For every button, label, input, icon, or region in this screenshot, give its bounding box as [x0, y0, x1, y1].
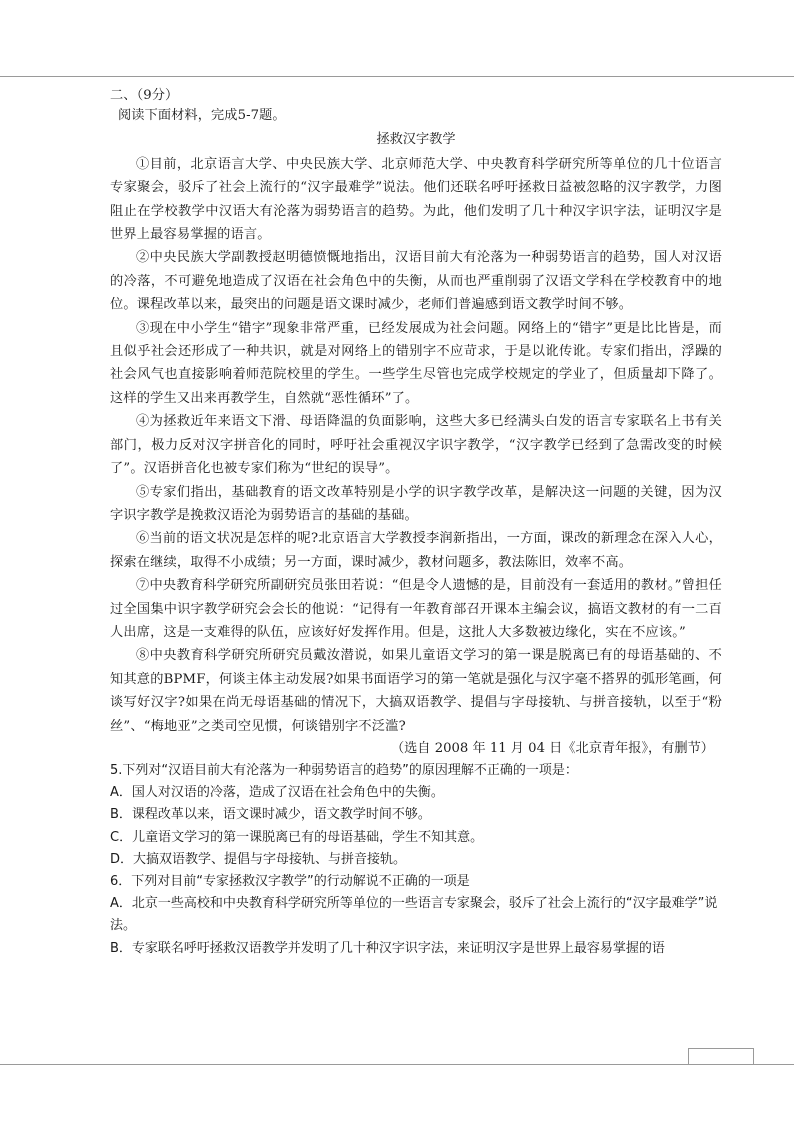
header-rule — [0, 76, 794, 77]
article-source: （选自 2008 年 11 月 04 日《北京青年报》，有删节） — [390, 740, 714, 756]
question-6-option-b: B．专家联名呼吁拯救汉语教学并发明了几十种汉字识字法，来证明汉字是世界上最容易掌握的语 — [110, 940, 665, 956]
question-6-stem: 6．下列对目前“专家拯救汉字教学”的行动解说不正确的一项是 — [110, 873, 470, 889]
question-5-option-b: B．课程改革以来，语文课时减少，语文教学时间不够。 — [110, 807, 431, 823]
page-corner-tab — [688, 1048, 754, 1065]
article-paragraph-1: ①目前，北京语言大学、中央民族大学、北京师范大学、中央教育科学研究所等单位的几十位语言专家聚会，驳斥了社会上流行的“汉字最难学”说法。他们还联名呼吁拯救日益被忽略的汉字教学，力图阻止在学校教学中汉语大有沦落为弱势语言的趋势。为此，他们发明了几十种汉字识字法，证明汉字是世界上最容易掌握的语言。 — [110, 156, 722, 243]
article-paragraph-4: ④为拯救近年来语文下滑、母语降温的负面影响，这些大多已经满头白发的语言专家联名上书有关部门，极力反对汉字拼音化的同时，呼吁社会重视汉字识字教学，“汉字教学已经到了急需改变的时候了”。汉语拼音化也被专家们称为“世纪的误导”。 — [110, 414, 722, 477]
article-paragraph-5: ⑤专家们指出，基础教育的语文改革特别是小学的识字教学改革，是解决这一问题的关键，因为汉字识字教学是挽救汉语沦为弱势语言的基础的基础。 — [110, 484, 722, 523]
article-paragraph-6: ⑥当前的语文状况是怎样的呢?北京语言大学教授李润新指出，一方面，课改的新理念在深入人心，探索在继续，取得不小成绩；另一方面，课时减少，教材问题多，教法陈旧，效率不高。 — [110, 531, 722, 570]
footer-rule — [0, 1064, 794, 1065]
question-5-option-c: C．儿童语文学习的第一课脱离已有的母语基础，学生不知其意。 — [110, 829, 484, 845]
exam-page-content — [110, 86, 722, 960]
question-5-stem: 5.下列对“汉语目前大有沦落为一种弱势语言的趋势”的原因理解不正确的一项是： — [110, 762, 578, 778]
section-instruction: 阅读下面材料，完成5-7题。 — [118, 108, 286, 124]
article-paragraph-2: ②中央民族大学副教授赵明德愤慨地指出，汉语目前大有沦落为一种弱势语言的趋势，国人对汉语的冷落，不可避免地造成了汉语在社会角色中的失衡，从而也严重削弱了汉语文学科在学校教育中的地位。课程改革以来，最突出的问题是语文课时减少，老师们普遍感到语文教学时间不够。 — [110, 250, 722, 313]
section-heading: 二、（9分） — [110, 88, 179, 103]
article-paragraph-3: ③现在中小学生“错字”现象非常严重，已经发展成为社会问题。网络上的“错字”更是比比皆是，而且似乎社会还形成了一种共识，就是对网络上的错别字不应苛求，于是以讹传讹。专家们指出，浮躁的社会风气也直接影响着师范院校里的学生。一些学生尽管也完成学校规定的学业了，但质量却下降了。这样的学生又出来再教学生，自然就“恶性循环”了。 — [110, 320, 722, 406]
question-6-option-a: A．北京一些高校和中央教育科学研究所等单位的一些语言专家聚会，驳斥了社会上流行的“汉字最难学”说法。 — [110, 896, 718, 934]
question-5-option-d: D．大搞双语教学、提倡与字母接轨、与拼音接轨。 — [110, 851, 407, 867]
article-paragraph-7: ⑦中央教育科学研究所副研究员张田若说：“但是令人遗憾的是，目前没有一套适用的教材。”曾担任过全国集中识字教学研究会会长的他说：“记得有一年教育部召开课本主编会议，搞语文教材的有一二百人出席，这是一支难得的队伍，应该好好发挥作用。但是，这批人大多数被边缘化，实在不应该。” — [110, 578, 722, 640]
question-5-option-a: A．国人对汉语的冷落，造成了汉语在社会角色中的失衡。 — [110, 785, 444, 801]
article-title: 拯救汉字教学 — [376, 131, 456, 147]
article-paragraph-8: ⑧中央教育科学研究所研究员戴汝潜说，如果儿童语文学习的第一课是脱离已有的母语基础的、不知其意的BPMF，何谈主体主动发展?如果书面语学习的第一笔就是强化与汉字毫不搭界的弧形笔画，何谈写好汉字?如果在尚无母语基础的情况下，大搞双语教学、提倡与字母接轨、与拼音接轨，以至于“粉丝”、“梅地亚”之类司空见惯，何谈错别字不泛滥? — [110, 648, 722, 734]
